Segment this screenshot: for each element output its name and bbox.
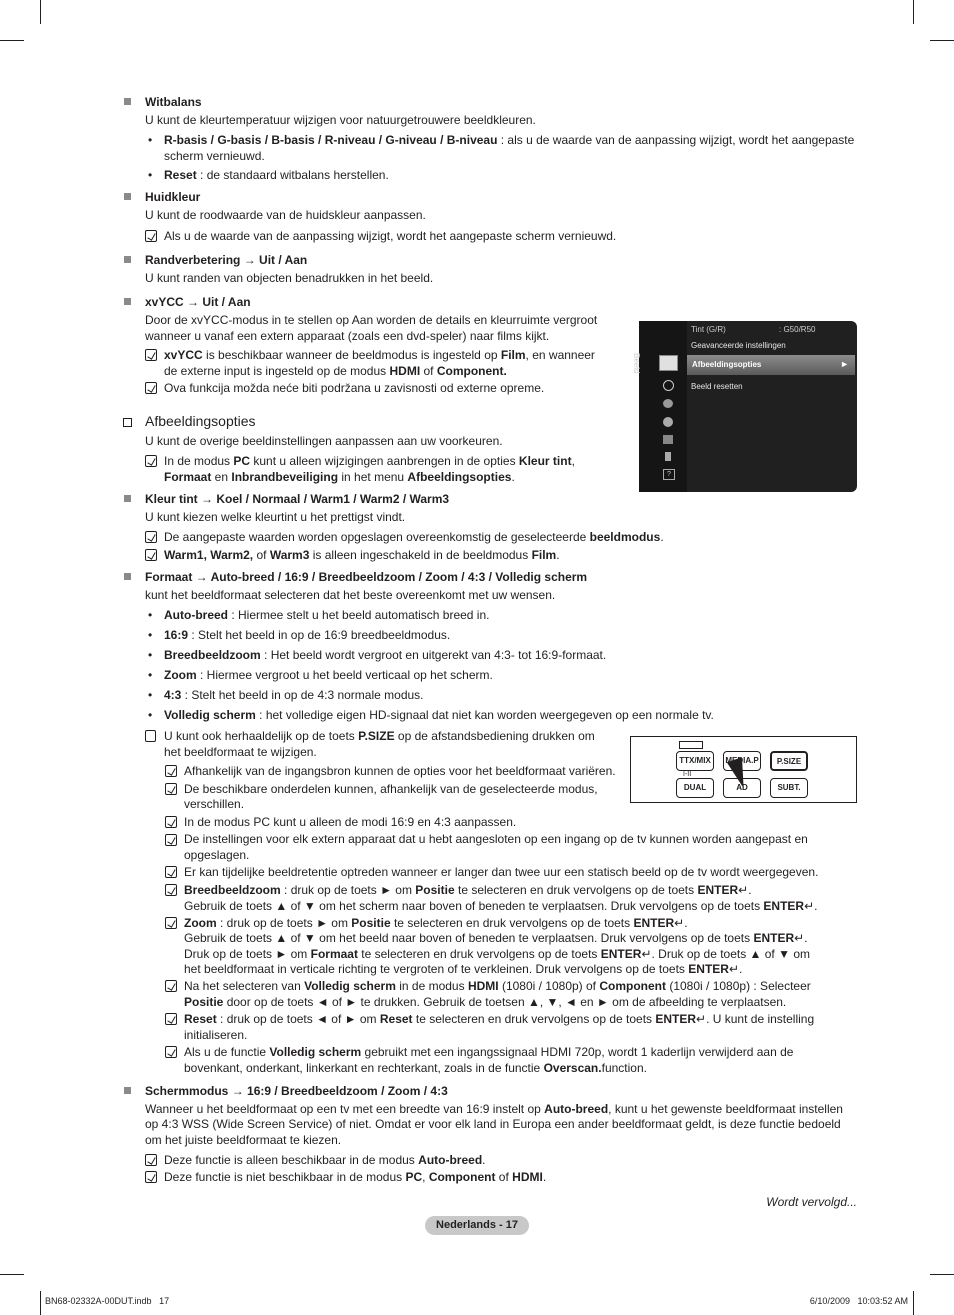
bullet: •	[148, 688, 153, 702]
note-icon	[145, 531, 157, 543]
kleurtint-note-2: Warm1, Warm2, of Warm3 is alleen ingeschakeld in de beeldmodus Film.	[164, 548, 560, 562]
schermmodus-note-1: Deze functie is alleen beschikbaar in de modus Auto-breed.	[164, 1153, 486, 1167]
note-icon	[145, 455, 157, 467]
psize-note-b: het beeldformaat te wijzigen.	[164, 745, 317, 759]
formaat-note-1: Afhankelijk van de ingangsbron kunnen de opties voor het beeldformaat variëren.	[184, 764, 616, 778]
ttx-sub-icon: I-II	[683, 771, 692, 778]
enter-icon: ↵	[738, 883, 749, 897]
kleurtint-note-1: De aangepaste waarden worden opgeslagen overeenkomstig de geselecteerde beeldmodus.	[164, 530, 664, 544]
formaat-bullet-item: 16:9 : Stelt het beeld in op de 16:9 breedbeeldmodus.	[164, 628, 451, 642]
note-icon	[165, 783, 177, 795]
channel-icon	[663, 399, 673, 408]
section-marker	[124, 256, 131, 263]
checkbox-marker-icon	[123, 418, 132, 427]
page-number: Nederlands - 17	[425, 1216, 529, 1235]
sound-icon	[663, 380, 674, 391]
note-icon	[165, 816, 177, 828]
xvycc-desc-1: Door de xvYCC-modus in te stellen op Aan worden de details en kleurruimte vergroot	[145, 313, 598, 327]
bullet: •	[148, 133, 153, 147]
note-icon	[145, 1154, 157, 1166]
bullet: •	[148, 668, 153, 682]
enter-icon: ↵	[641, 947, 652, 961]
formaat-note-7b: Gebruik de toets ▲ of ▼ om het beeld naar boven of beneden te verplaatsen. Druk vervolgens op de toets ENTER↵.	[184, 931, 808, 945]
schermmodus-desc-2: op 4:3 WSS (Wide Screen Service) of niet. Omdat er voor elk land in Europa een ander beeldformaat geldt, is deze functie bedoeld	[145, 1117, 841, 1131]
note-icon	[165, 834, 177, 846]
application-icon	[665, 452, 671, 461]
tv-row-selected-label: Afbeeldingsopties	[692, 360, 762, 369]
bullet: •	[148, 168, 153, 182]
formaat-note-2: De beschikbare onderdelen kunnen, afhankelijk van de geselecteerde modus,	[184, 782, 598, 796]
remote-control-illustration	[630, 736, 857, 803]
teletext-icon	[679, 741, 703, 749]
formaat-note-6: Breedbeeldzoom : druk op de toets ► om Positie te selecteren en druk vervolgens op de toets ENTER↵.	[184, 883, 752, 897]
tv-row-arrow-icon: ►	[840, 359, 849, 369]
formaat-bullet-item: Zoom : Hiermee vergroot u het beeld verticaal op het scherm.	[164, 668, 493, 682]
crop-mark	[0, 40, 24, 41]
tv-row-tint-value: : G50/R50	[779, 325, 816, 334]
note-icon	[145, 382, 157, 394]
randverbetering-title: Randverbetering → Uit / Aan	[145, 253, 308, 267]
subt-button[interactable]: SUBT.	[770, 778, 808, 798]
huidkleur-desc: U kunt de roodwaarde van de huidskleur aanpassen.	[145, 208, 426, 222]
formaat-note-7d: het beeldformaat in verticale richting te vergroten of te verkleinen. Druk vervolgens op de toets ENTER↵.	[184, 962, 743, 976]
afbeeldingsopties-note: In de modus PC kunt u alleen wijzigingen aanbrengen in de opties Kleur tint,	[164, 454, 575, 468]
witbalans-title: Witbalans	[145, 95, 202, 109]
enter-icon: ↵	[696, 1012, 707, 1026]
crop-mark	[913, 0, 914, 24]
formaat-note-9: Reset : druk op de toets ◄ of ► om Reset te selecteren en druk vervolgens op de toets ENTER↵. U kunt de instelling	[184, 1012, 815, 1026]
section-marker	[124, 193, 131, 200]
formaat-bullet-item: Breedbeeldzoom : Het beeld wordt vergroot en uitgerekt van 4:3- tot 16:9-formaat.	[164, 648, 607, 662]
note-icon	[165, 1046, 177, 1058]
schermmodus-title: Schermmodus → 16:9 / Breedbeeldzoom / Zoom / 4:3	[145, 1084, 448, 1098]
huidkleur-note: Als u de waarde van de aanpassing wijzigt, wordt het aangepaste scherm vernieuwd.	[164, 229, 617, 243]
xvycc-desc-2: wanneer u vanaf een extern apparaat (zoals een dvd-speler) naar films kijkt.	[145, 329, 550, 343]
support-icon: ?	[663, 469, 675, 480]
p-size-button[interactable]: P.SIZE	[770, 751, 808, 771]
section-marker	[124, 298, 131, 305]
enter-icon: ↵	[674, 916, 685, 930]
input-icon	[663, 435, 673, 444]
ttx-mix-button[interactable]: TTX/MIX	[676, 751, 714, 771]
setup-icon	[663, 417, 673, 427]
formaat-note-8: Na het selecteren van Volledig scherm in de modus HDMI (1080i / 1080p) of Component (1080i / 1080p) : Selecteer	[184, 979, 811, 993]
schermmodus-desc-1: Wanneer u het beeldformaat op een tv met een breedte van 16:9 instelt op Auto-breed, kunt u het gewenste beeldformaat instellen	[145, 1102, 843, 1116]
kleurtint-desc: U kunt kiezen welke kleurtint u het prettigst vindt.	[145, 510, 406, 524]
formaat-bullet-item: Volledig scherm : het volledige eigen HD-signaal dat niet kan worden weergegeven op een normale tv.	[164, 708, 714, 722]
note-icon	[145, 549, 157, 561]
note-icon	[165, 884, 177, 896]
enter-icon: ↵	[804, 899, 815, 913]
tv-menu-screenshot	[632, 321, 857, 492]
section-marker	[124, 495, 131, 502]
file-info: BN68-02332A-00DUT.indb 17	[45, 1296, 170, 1306]
tv-row-selected[interactable]	[687, 355, 855, 375]
bullet: •	[148, 648, 153, 662]
note-icon	[165, 765, 177, 777]
formaat-note-7: Zoom : druk op de toets ► om Positie te selecteren en druk vervolgens op de toets ENTER↵.	[184, 916, 688, 930]
formaat-note-10: Als u de functie Volledig scherm gebruikt met een ingangssignaal HDMI 720p, wordt 1 kaderlijn verwijderd aan de	[184, 1045, 794, 1059]
huidkleur-title: Huidkleur	[145, 190, 201, 204]
enter-icon: ↵	[794, 931, 805, 945]
bullet: •	[148, 628, 153, 642]
psize-note: U kunt ook herhaaldelijk op de toets P.SIZE op de afstandsbediening drukken om	[164, 729, 595, 743]
schermmodus-desc-3: om het juiste beeldformaat te kiezen.	[145, 1133, 342, 1147]
witbalans-bullet-1: R-basis / G-basis / B-basis / R-niveau / G-niveau / B-niveau : als u de waarde van de aanpassing wijzigt, wordt het aangepaste scherm vernieuwd.	[164, 133, 855, 163]
formaat-note-4b: opgeslagen.	[184, 848, 250, 862]
formaat-bullet-item: 4:3 : Stelt het beeld in op de 4:3 normale modus.	[164, 688, 424, 702]
note-icon	[165, 1013, 177, 1025]
formaat-note-5: Er kan tijdelijke beeldretentie optreden wanneer er langer dan twee uur een statisch beeld op de tv wordt weergegeven.	[184, 865, 819, 879]
formaat-note-2b: verschillen.	[184, 797, 245, 811]
xvycc-title: xvYCC → Uit / Aan	[145, 295, 251, 309]
kleurtint-title: Kleur tint → Koel / Normaal / Warm1 / Warm2 / Warm3	[145, 492, 450, 506]
note-icon	[145, 1171, 157, 1183]
formaat-note-9b: initialiseren.	[184, 1028, 248, 1042]
tv-row-advanced: Geavanceerde instellingen	[691, 341, 786, 350]
tv-menu-sidebar	[632, 321, 687, 492]
media-p-button[interactable]: MEDIA.P	[723, 751, 761, 771]
section-marker	[124, 98, 131, 105]
section-marker	[124, 1087, 131, 1094]
ad-button[interactable]: AD	[723, 778, 761, 798]
note-icon	[145, 349, 157, 361]
schermmodus-note-2: Deze functie is niet beschikbaar in de modus PC, Component of HDMI.	[164, 1170, 547, 1184]
formaat-note-8b: Positie door op de toets ◄ of ► te drukken. Gebruik de toetsen ▲, ▼, ◄ en ► om de afbeelding te verplaatsen.	[184, 995, 787, 1009]
formaat-bullet-item: Auto-breed : Hiermee stelt u het beeld automatisch breed in.	[164, 608, 490, 622]
witbalans-desc: U kunt de kleurtemperatuur wijzigen voor natuurgetrouwere beeldkleuren.	[145, 113, 536, 127]
tv-side-label: Beeld	[632, 353, 641, 374]
print-date: 6/10/2009 10:03:52 AM	[809, 1296, 908, 1306]
formaat-desc: kunt het beeldformaat selecteren dat het beste overeenkomt met uw wensen.	[145, 588, 556, 602]
afbeeldingsopties-note-b: Formaat en Inbrandbeveiliging in het menu Afbeeldingsopties.	[164, 470, 515, 484]
note-icon	[165, 866, 177, 878]
formaat-note-6b: Gebruik de toets ▲ of ▼ om het scherm naar boven of beneden te verplaatsen. Druk vervolgens op de toets ENTER↵.	[184, 899, 818, 913]
enter-icon: ↵	[728, 962, 740, 976]
formaat-note-4: De instellingen voor elk extern apparaat dat u hebt aangesloten op een ingang op de tv kunnen worden aangepast en	[184, 832, 808, 846]
note-icon	[165, 917, 177, 929]
remote-hand-icon	[145, 730, 156, 742]
note-icon	[145, 230, 157, 242]
xvycc-note-1: xvYCC is beschikbaar wanneer de beeldmodus is ingesteld op Film, en wanneer	[164, 348, 595, 362]
crop-mark	[913, 1291, 914, 1315]
crop-mark	[930, 40, 954, 41]
picture-icon	[659, 355, 678, 371]
bullet: •	[148, 708, 153, 722]
dual-button[interactable]: DUAL	[676, 778, 714, 798]
tv-row-tint: Tint (G/R)	[691, 325, 726, 334]
continued-text: Wordt vervolgd...	[766, 1195, 857, 1209]
note-icon	[165, 980, 177, 992]
bullet: •	[148, 608, 153, 622]
crop-mark	[40, 0, 41, 24]
crop-mark	[930, 1274, 954, 1275]
witbalans-bullet-2: Reset : de standaard witbalans herstellen.	[164, 168, 389, 182]
xvycc-note-2: Ova funkcija možda neće biti podržana u zavisnosti od externe opreme.	[164, 381, 545, 395]
formaat-note-7c: Druk op de toets ► om Formaat te selecteren en druk vervolgens op de toets ENTER↵. Druk op de toets ▲ of ▼ om	[184, 947, 810, 961]
afbeeldingsopties-desc: U kunt de overige beeldinstellingen aanpassen aan uw voorkeuren.	[145, 434, 503, 448]
xvycc-note-1b: de externe input is ingesteld op de modus HDMI of Component.	[164, 364, 507, 378]
crop-mark	[0, 1274, 24, 1275]
tv-row-reset: Beeld resetten	[691, 382, 743, 391]
formaat-note-10b: bovenkant, onderkant, linkerkant en rechterkant, zoals in de functie Overscan.function.	[184, 1061, 647, 1075]
section-marker	[124, 573, 131, 580]
formaat-title: Formaat → Auto-breed / 16:9 / Breedbeeldzoom / Zoom / 4:3 / Volledig scherm	[145, 570, 588, 584]
randverbetering-desc: U kunt randen van objecten benadrukken in het beeld.	[145, 271, 434, 285]
afbeeldingsopties-title: Afbeeldingsopties	[145, 413, 256, 429]
crop-mark	[40, 1291, 41, 1315]
formaat-note-3: In de modus PC kunt u alleen de modi 16:9 en 4:3 aanpassen.	[184, 815, 517, 829]
